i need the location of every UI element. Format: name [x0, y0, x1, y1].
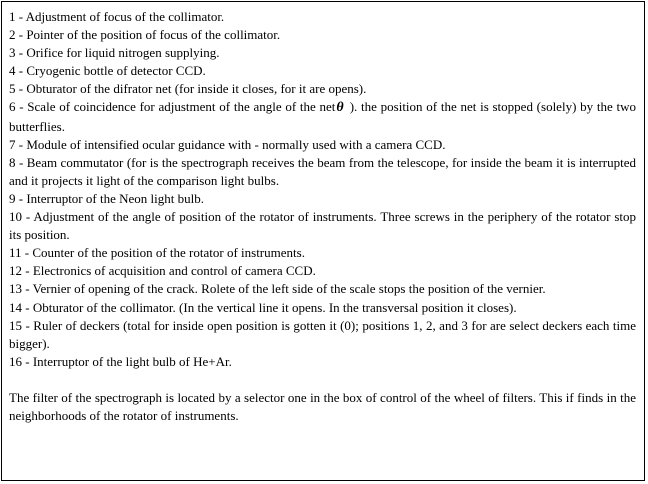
filter-note: The filter of the spectrograph is located by a selector one in the box of control of the wheel of filters. This if finds in the neighborhoods of the rotator of instruments. [9, 389, 636, 424]
legend-text [9, 8, 636, 425]
legend-item-11: 11 - Counter of the position of the rotator of instruments. [9, 245, 305, 261]
legend-item-16: 16 - Interruptor of the light bulb of He+Ar. [9, 353, 232, 369]
legend-item-6 [9, 98, 636, 135]
legend-item-4: 4 - Cryogenic bottle of detector CCD. [9, 63, 206, 79]
legend-item-5: 5 - Obturator of the difrator net (for inside it closes, for it are opens). [9, 81, 367, 97]
legend-item-9: 9 - Interruptor of the Neon light bulb. [9, 190, 204, 206]
legend-item-15: 15 - Ruler of deckers (total for inside open position is gotten it (0); positions 1, 2, and 3 for are select deckers each time bigger). [9, 317, 636, 351]
legend-box [1, 1, 645, 481]
paragraph-gap [9, 371, 636, 389]
legend-item-10: 10 - Adjustment of the angle of position of the rotator of instruments. Three screws in the periphery of the rotator stop its position. [9, 209, 636, 243]
legend-item-6-text-a: 6 - Scale of coincidence for adjustment of the angle of the net [9, 99, 336, 115]
theta-symbol: θ [336, 100, 344, 116]
legend-item-6-text-b: ). the position of the net is stopped (solely) by the two butterflies. [9, 99, 636, 134]
legend-item-2: 2 - Pointer of the position of focus of the collimator. [9, 27, 281, 43]
legend-item-13: 13 - Vernier of opening of the crack. Rolete of the left side of the scale stops the position of the vernier. [9, 281, 546, 297]
legend-item-1: 1 - Adjustment of focus of the collimator. [9, 9, 225, 24]
legend-item-3: 3 - Orifice for liquid nitrogen supplying. [9, 45, 220, 61]
legend-item-14: 14 - Obturator of the collimator. (In the vertical line it opens. In the transversal position it closes). [9, 299, 517, 315]
legend-item-8: 8 - Beam commutator (for is the spectrograph receives the beam from the telescope, for inside the beam it is interrupted and it projects it light of the comparison light bulbs. [9, 154, 636, 188]
legend-item-7: 7 - Module of intensified ocular guidance with - normally used with a camera CCD. [9, 136, 446, 152]
legend-item-12: 12 - Electronics of acquisition and control of camera CCD. [9, 263, 316, 279]
